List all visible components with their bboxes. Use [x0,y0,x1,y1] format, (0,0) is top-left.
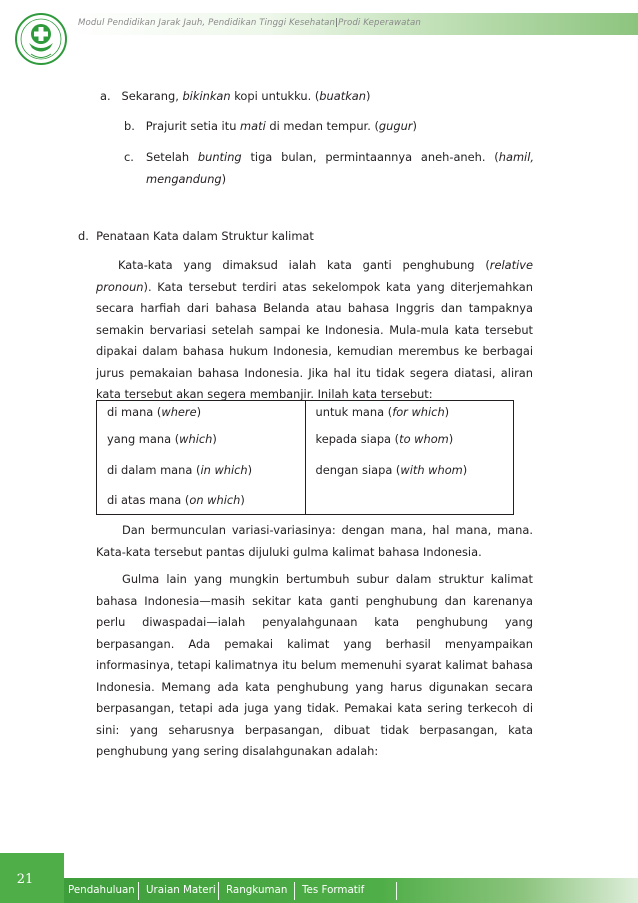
table-cell: untuk mana (for which) [315,405,450,419]
nav-tes-formatif[interactable]: Tes Formatif [302,884,365,896]
example-b: b. Prajurit setia itu mati di medan tempur. (gugur) [124,119,417,133]
nav-separator [294,882,295,900]
nav-pendahuluan[interactable]: Pendahuluan [68,884,135,896]
paragraph-3: Gulma lain yang mungkin bertumbuh subur dalam struktur kalimat bahasa Indonesia—masih sekitar kata ganti penghubung dan karenanya perlu diwaspadai—ialah penyalahgunaan kata penghubung yang berpasangan. Ada pemakai kalimat yang berhasil menyampaikan informasinya, tetapi kalimatnya itu belum memenuhi syarat kalimat bahasa Indonesia. Memang ada kata penghubung yang harus digunakan secara berpasangan, tetapi ada juga yang tidak. Pemakai kata sering terkecoh di sini: yang seharusnya berpasangan, dibuat tidak berpasangan, kata penghubung yang sering disalahgunakan adalah: [96,572,533,758]
bakti-husada-logo [14,10,68,68]
table-cell: di atas mana (on which) [97,485,306,515]
table-cell: yang mana (which) [97,423,306,454]
paragraph-1: Kata-kata yang dimaksud ialah kata ganti penghubung (relative pronoun). Kata tersebut terdiri atas sekelompok kata yang diterjemahkan secara harfiah dari bahasa Belanda atau bahasa Inggris dan tampaknya semakin bervariasi setelah sampai ke Indonesia. Mula-mula kata tersebut dipakai dalam bahasa hukum Indonesia, kemudian merembus ke berbagai jurus pemakaian bahasa Indonesia. Jika hal itu tidak segera diatasi, aliran kata tersebut akan segera membanjir. Inilah kata tersebut: [96,258,533,401]
nav-separator [138,882,139,900]
table-cell: kepada siapa (to whom) [315,431,454,446]
table-row [97,401,514,424]
table-row [97,423,514,454]
section-heading: d. Penataan Kata dalam Struktur kalimat [78,229,314,243]
table-row [97,454,514,485]
nav-rangkuman[interactable]: Rangkuman [226,884,288,896]
example-a: a. Sekarang, bikinkan kopi untukku. (buatkan) [100,89,371,103]
header-divider: | [335,18,339,28]
header-title: Modul Pendidikan Jarak Jauh, Pendidikan Tinggi Kesehatan|Prodi Keperawatan [78,18,421,28]
table-cell: di dalam mana (in which) [97,454,306,485]
table-cell: di mana (where) [97,401,306,424]
page-number: 21 [16,872,34,887]
paragraph-2: Dan bermunculan variasi-variasinya: dengan mana, hal mana, mana. Kata-kata tersebut pantas dijuluki gulma kalimat bahasa Indonesia. [96,523,533,559]
nav-uraian-materi[interactable]: Uraian Materi [146,884,216,896]
table-cell-empty [305,485,514,515]
table-cell: dengan siapa (with whom) [315,462,468,477]
table-row [97,485,514,515]
nav-separator [396,882,397,900]
relative-pronoun-table [96,400,514,515]
nav-separator [218,882,219,900]
example-c: c. Setelah bunting tiga bulan, permintaannya aneh-aneh. (hamil, mengandung) [124,150,534,186]
